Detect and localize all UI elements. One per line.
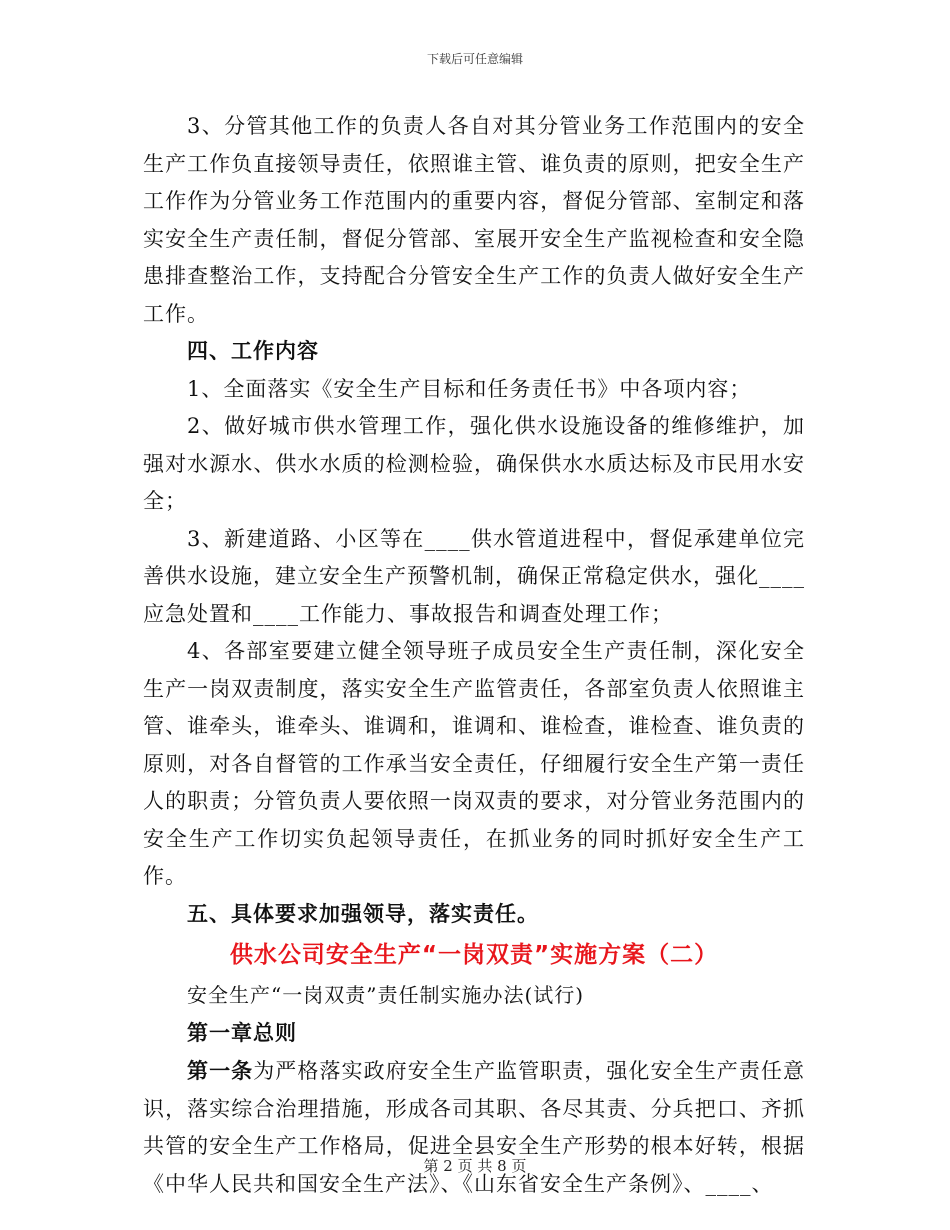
paragraph-item-3: 3、分管其他工作的负责人各自对其分管业务工作范围内的安全生产工作负直接领导责任，依照谁主管、谁负责的原则，把安全生产工作作为分管业务工作范围内的重要内容，督促分管部、室制定和落实安全生产责任制，督促分管部、室展开安全生产监视检查和安全隐患排查整治工作，支持配合分管安全生产工作的负责人做好安全生产工作。 (143, 114, 805, 326)
paragraph-work-1: 1、全面落实《安全生产目标和任务责任书》中各项内容； (187, 376, 752, 401)
header-note: 下载后可任意编辑 (426, 52, 523, 66)
chapter-heading: 第一章总则 (187, 1020, 297, 1045)
paragraph-work-4: 4、各部室要建立健全领导班子成员安全生产责任制，深化安全生产一岗双责制度，落实安全生产监管责任，各部室负责人依照谁主管、谁牵头，谁牵头、谁调和，谁调和、谁检查，谁检查、谁负责的原则，对各自督管的工作承当安全责任，仔细履行安全生产第一责任人的职责；分管负责人要依照一岗双责的要求，对分管业务范围内的安全生产工作切实负起领导责任，在抓业务的同时抓好安全生产工作。 (143, 639, 805, 888)
section-heading-work-content: 四、工作内容 (187, 339, 319, 363)
document-subtitle: 安全生产“一岗双责”责任制实施办法(试行) (187, 983, 585, 1007)
document-title-red: 供水公司安全生产“一岗双责”实施方案（二） (229, 942, 719, 968)
article-1-paragraph (143, 1052, 805, 1203)
paragraph-work-2: 2、做好城市供水管理工作，强化供水设施设备的维修维护，加强对水源水、供水水质的检测检验，确保供水水质达标及市民用水安全； (143, 414, 805, 513)
document-body (143, 108, 805, 1203)
section-heading-requirements: 五、具体要求加强领导，落实责任。 (187, 901, 539, 926)
article-1-text: 为严格落实政府安全生产监管职责，强化安全生产责任意识，落实综合治理措施，形成各司其职、各尽其责、分兵把口、齐抓共管的安全生产工作格局，促进全县安全生产形势的根本好转，根据《中华人民共和国安全生产法》、《山东省安全生产条例》、____、 (143, 1059, 806, 1196)
paragraph-work-3: 3、新建道路、小区等在____供水管道进程中，督促承建单位完善供水设施，建立安全生产预警机制，确保正常稳定供水，强化____应急处置和____工作能力、事故报告和调查处理工作； (143, 526, 805, 626)
page-number: 第 2 页 共 8 页 (423, 1157, 527, 1175)
article-1-label: 第一条 (187, 1058, 254, 1083)
